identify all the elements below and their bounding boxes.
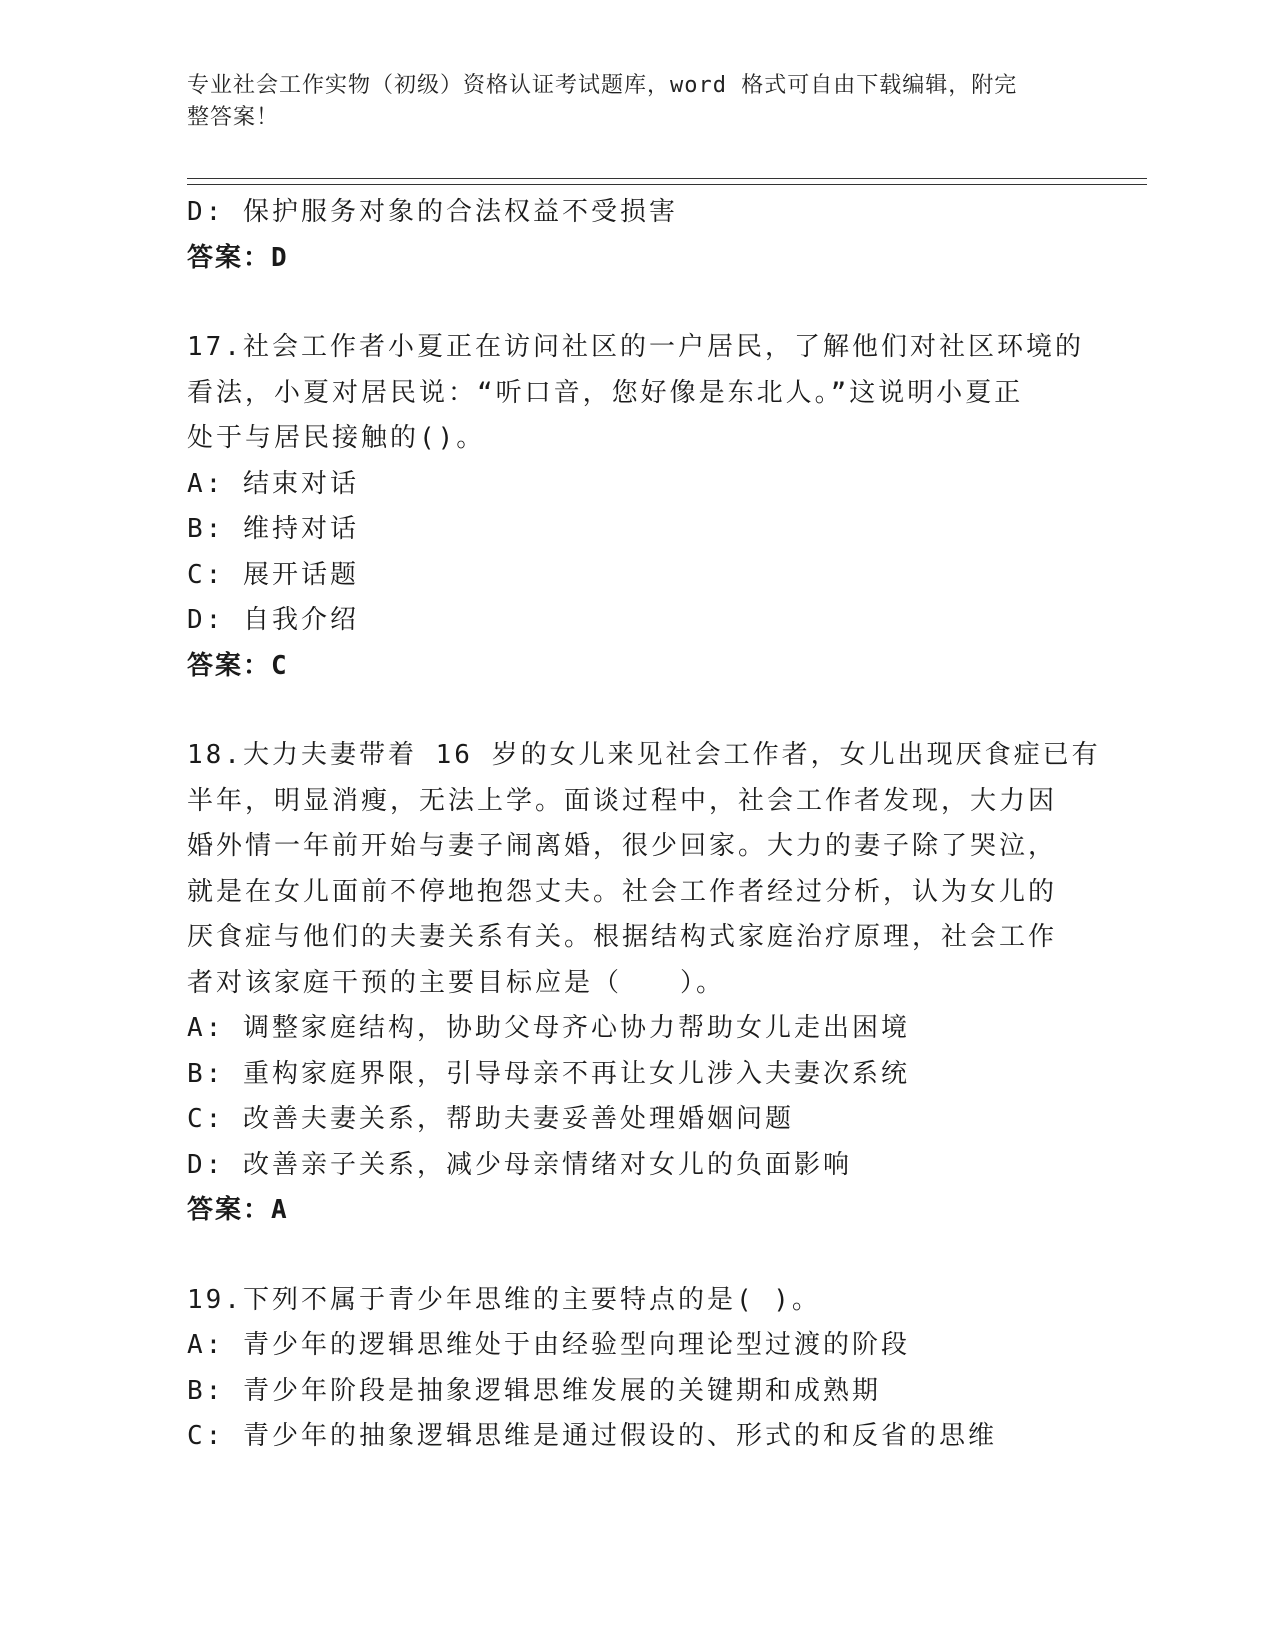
spacer	[187, 689, 1087, 733]
option-a: A: 结束对话	[187, 468, 359, 499]
question-stem-line: 处于与居民接触的()。	[187, 423, 486, 453]
question-18	[187, 733, 1101, 1234]
option-c: C: 青少年的抽象逻辑思维是通过假设的、形式的和反省的思维	[187, 1421, 997, 1451]
answer: 答案：C	[187, 650, 289, 681]
question-17	[187, 325, 1087, 689]
question-stem-line: 就是在女儿面前不停地抱怨丈夫。社会工作者经过分析，认为女儿的	[187, 876, 1058, 907]
spacer	[187, 1234, 1087, 1278]
question-stem-line: 厌食症与他们的夫妻关系有关。根据结构式家庭治疗原理，社会工作	[187, 922, 1058, 952]
option-d: D: 改善亲子关系，减少母亲情绪对女儿的负面影响	[187, 1149, 852, 1180]
header-line-2: 整答案！	[187, 105, 280, 130]
option-d: D: 保护服务对象的合法权益不受损害	[187, 197, 678, 227]
answer: 答案：D	[187, 242, 289, 273]
option-b: B: 重构家庭界限，引导母亲不再让女儿涉入夫妻次系统	[187, 1058, 910, 1089]
option-a: A: 青少年的逻辑思维处于由经验型向理论型过渡的阶段	[187, 1330, 910, 1360]
option-c: C: 展开话题	[187, 559, 359, 590]
question-19	[187, 1278, 1087, 1460]
question-stem-line: 者对该家庭干预的主要目标应是（ ）。	[187, 967, 726, 998]
answer: 答案：A	[187, 1195, 289, 1225]
option-b: B: 青少年阶段是抽象逻辑思维发展的关键期和成熟期	[187, 1375, 881, 1406]
option-c: C: 改善夫妻关系，帮助夫妻妥善处理婚姻问题	[187, 1104, 794, 1134]
question-stem-line: 婚外情一年前开始与妻子闹离婚，很少回家。大力的妻子除了哭泣，	[187, 831, 1058, 861]
question-stem-line: 19.下列不属于青少年思维的主要特点的是( )。	[187, 1284, 821, 1315]
question-stem-line: 18.大力夫妻带着 16 岁的女儿来见社会工作者，女儿出现厌食症已有	[187, 740, 1101, 770]
header-rule-bottom	[187, 184, 1147, 185]
option-b: B: 维持对话	[187, 514, 359, 544]
document-body	[187, 190, 1101, 1460]
page-header	[187, 70, 1067, 134]
spacer	[187, 281, 1087, 325]
header-rule-top	[187, 178, 1147, 179]
option-d: D: 自我介绍	[187, 605, 359, 635]
question-stem-line: 17.社会工作者小夏正在访问社区的一户居民，了解他们对社区环境的	[187, 332, 1084, 362]
question-16-continuation	[187, 190, 1087, 281]
option-a: A: 调整家庭结构，协助父母齐心协力帮助女儿走出困境	[187, 1013, 910, 1043]
question-stem-line: 看法，小夏对居民说：“听口音，您好像是东北人。”这说明小夏正	[187, 377, 1024, 408]
header-line-1: 专业社会工作实物（初级）资格认证考试题库，word 格式可自由下载编辑，附完	[187, 73, 1018, 98]
question-stem-line: 半年，明显消瘦，无法上学。面谈过程中，社会工作者发现，大力因	[187, 785, 1058, 816]
